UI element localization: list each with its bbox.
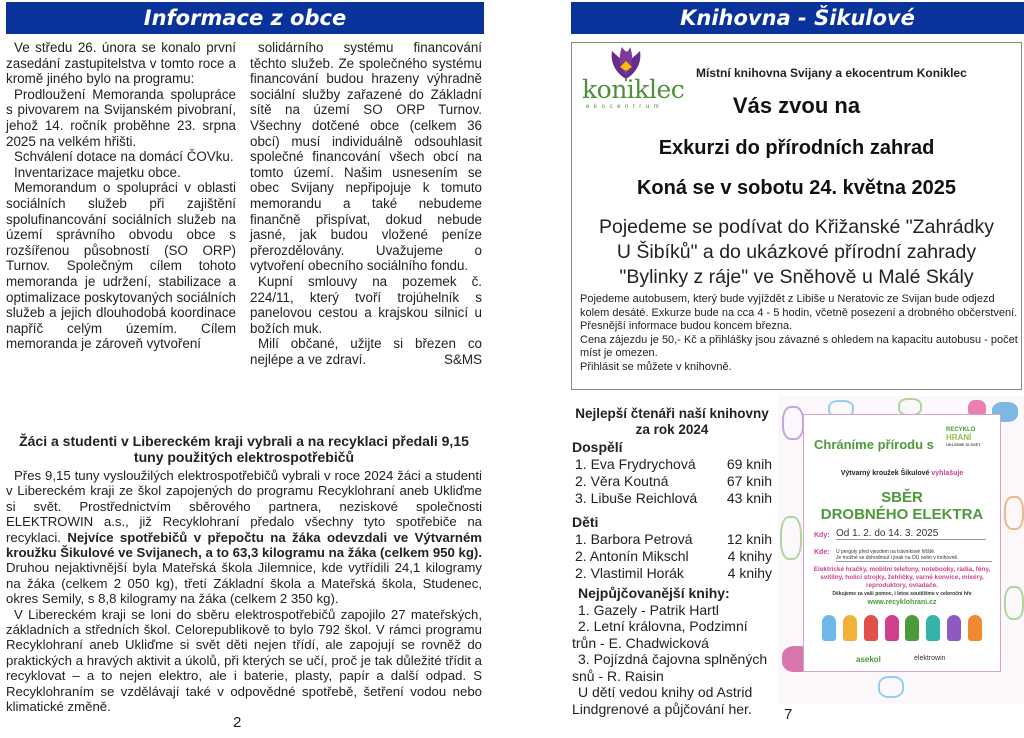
- section-banner: Informace z obce: [6, 2, 484, 34]
- event-details: [580, 293, 1018, 375]
- books-heading: Nejpůjčovanější knihy:: [578, 585, 730, 601]
- reader-row: [572, 490, 772, 507]
- child-figure-icon: [947, 615, 961, 641]
- detail-line: Přihlásit se můžete v knihovně.: [580, 360, 732, 373]
- detail-line: Přesnější informace budou koncem března.: [580, 320, 793, 333]
- paragraph: Schválení dotace na domácí ČOVku.: [14, 149, 234, 165]
- text-column-2: [250, 40, 482, 367]
- paragraph: Ve středu 26. února se konalo první zasedání zastupitelstva v tomto roce a kromě jiného bylo na programu:: [6, 40, 236, 87]
- child-figure-icon: [905, 615, 919, 641]
- announces-text: vyhlašuje: [931, 470, 964, 477]
- where-label: Kde:: [814, 549, 830, 556]
- elektrowin-logo: elektrowin: [914, 655, 946, 662]
- reader-row: [572, 531, 772, 548]
- reader-name: 2. Věra Koutná: [575, 473, 669, 489]
- paragraph: Inventarizace majetku obce.: [14, 164, 181, 180]
- doodle-icon: [780, 516, 802, 560]
- logo-text: HRANÍ: [946, 433, 972, 442]
- reader-count: 69 knih: [726, 456, 772, 472]
- accepted-items: Elektrické hračky, mobilní telefony, notebooky, rádia, fény, svítilny, holicí strojky, žehličky, varné konvice, mixéry, reproduktory, ovladače.: [813, 566, 991, 589]
- child-figure-icon: [843, 615, 857, 641]
- paragraph: Kupní smlouvy na pozemek č. 224/11, který tvoří trojúhelník s panelovou cestou a krajskou silnicí u božích muk.: [250, 273, 482, 336]
- article-title: Žáci a studenti v Libereckém kraji vybrali a na recyklaci předali 9,15 tuny použitých elektrospotřebičů: [19, 433, 469, 465]
- child-figure-icon: [864, 615, 878, 641]
- where-text: U pergoly před vjezdem na trávníkové hřiště.: [836, 549, 936, 555]
- logo-text: UKLIĎME SI SVĚT: [946, 442, 981, 447]
- text-run: Přes 9,15 tuny vysloužilých elektrospotřebičů vybrali v roce 2024 žáci a studenti v Libereckém kraji ze škol zapojených do programu Recyklohraní aneb Ukliďme si svět. Prostřednictvím sběrového partnera, neziskové společnosti ELEKTROWIN a.s., již Recyklohraní předalo všechny tyto spotřebiče na recyklaci.: [6, 468, 482, 545]
- reader-row: [572, 473, 772, 490]
- paragraph: Prodloužení Memoranda spolupráce s pivovarem na Svijanském pivobraní, jehož 14. ročník proběhne 23. srpna 2025 na velkém hřišti.: [6, 86, 236, 149]
- event-date: Koná se v sobotu 24. května 2025: [636, 177, 957, 199]
- book-item: 2. Letní královna, Podzimní trůn - E. Chadwicková: [572, 618, 748, 651]
- logo-wordmark: koniklec: [582, 75, 685, 104]
- signature: S&MS: [444, 351, 482, 367]
- reader-count: 12 knih: [726, 531, 772, 547]
- event-description: [572, 215, 1021, 290]
- book-item: 3. Pojízdná čajovna splněných snů - R. Raisin: [572, 651, 768, 684]
- detail-line: Cena zájezdu je 50,- Kč a přihlášky jsou závazné s ohledem na kapacitu autobusu - počet míst je omezen.: [580, 333, 1018, 360]
- description-line: Pojedeme se podívat do Křižanské "Zahrádky: [599, 216, 994, 238]
- reader-count: 43 knih: [726, 490, 772, 506]
- doodle-icon: [878, 676, 904, 698]
- where-note: Je možné se dohodnout i jinak na OÚ nebo v knihovně.: [836, 555, 959, 561]
- logo-subtitle: ekocentrum: [586, 104, 664, 110]
- recycling-article: [6, 433, 482, 715]
- closing-text: Milí občané, užijte si březen co nejlépe a ve zdraví.: [250, 336, 482, 367]
- reader-name: 2. Antonín Mikschl: [575, 548, 689, 564]
- page-number: 2: [233, 714, 242, 731]
- most-borrowed-books: [572, 585, 770, 717]
- page-number: 7: [784, 706, 793, 723]
- kids-label: Děti: [572, 514, 599, 530]
- reader-name: 1. Eva Frydrychová: [575, 456, 696, 472]
- doodle-icon: [1004, 496, 1024, 530]
- paragraph: solidárního systému financování těchto služeb. Ze společného systému financování budou hrazeny výhradně sociální služby zařazené do Základní sítě na území SO ORP Turnov. Všechny dotčené obce (celkem 36 obcí) musí individuálně odsouhlasit společné financování všech obcí na tomto území. Našim usnesením se obec Svijany nepřipojuje k tomuto memorandu a také nebudeme finančně přispívat, dokud nebude jasné, jak budou vložené peníze přerozdělovány. Uvažujeme o vytvoření obecního sociálního fondu.: [250, 40, 482, 274]
- description-line: "Bylinky z ráje" ve Sněhově u Malé Skály: [619, 266, 974, 288]
- asekol-logo: asekol: [856, 655, 881, 664]
- paragraph: V Libereckém kraji se loni do sběru elektrospotřebičů zapojilo 27 mateřských, základních a středních škol. Celorepublikově to bylo 792 škol. V rámci programu Recyklohraní aneb Ukliďme si svět děti nejen třídí, ale zapojují se rovněž do praktických a hravých aktivit a úkolů, při kterých se učí, proč je tak důležité třídit a recyklovat – a to nejen elektro, ale i baterie, plasty, papír a další odpad. S Recyklohraním se vzdělávají také v odpovědné spotřebě, šetření vodou nebo klimatické změně.: [6, 606, 482, 715]
- reader-row: [572, 548, 772, 565]
- readers-title: Nejlepší čtenáři naší knihovny za rok 2024: [575, 406, 769, 437]
- reader-row: [572, 565, 772, 582]
- when-value: Od 1. 2. do 14. 3. 2025: [836, 528, 986, 540]
- text-column-1: [6, 40, 236, 352]
- paragraph: [250, 336, 482, 367]
- children-illustration: [822, 615, 982, 645]
- when-label: Kdy:: [814, 532, 830, 539]
- page-2: [0, 0, 490, 738]
- poster-card: [803, 414, 1001, 672]
- child-figure-icon: [968, 615, 982, 641]
- reader-name: 1. Barbora Petrová: [575, 531, 693, 547]
- recycling-poster: [778, 396, 1024, 704]
- where-value: [836, 549, 992, 562]
- org-name: Výtvarný kroužek Šikulové: [840, 470, 930, 477]
- paragraph: Memorandum o spolupráci v oblasti sociálních služeb při zajištění spolufinancování sociálních služeb na území správního obvodu obce s rozšířenou působností (SO ORP) Turnov. Společným cílem tohoto memoranda je udržení, stabilizace a optimalizace poskytovaných sociálních služeb a jejich dlouhodobá koordinace napříč celým územím. Cílem memoranda je zároveň vytvoření: [6, 180, 236, 352]
- description-line: U Šibíků" a do ukázkové přírodní zahrady: [616, 241, 977, 263]
- best-readers: [572, 406, 772, 582]
- thanks-text: Děkujeme za vaši pomoc, i letos soutěžíme v celoroční hře: [832, 591, 972, 597]
- book-item: U dětí vedou knihy od Astrid Lindgrenové a půjčování her.: [572, 684, 753, 717]
- title-line: DROBNÉHO ELEKTRA: [820, 506, 984, 523]
- highlight-text: Nejvíce spotřebičů v přepočtu na žáka odevzdali ve Výtvarném kroužku Šikulové ve Svijanech, a to 63,3 kilogramu na žáka (celkem 950 kg).: [6, 529, 483, 561]
- reader-count: 4 knihy: [727, 548, 772, 564]
- recyklohrani-logo: [946, 427, 981, 448]
- reader-row: [572, 456, 772, 473]
- reader-name: 3. Libuše Reichlová: [575, 490, 698, 506]
- title-line: SBĚR: [881, 489, 923, 506]
- page-7: [560, 0, 1024, 738]
- child-figure-icon: [885, 615, 899, 641]
- reader-name: 2. Vlastimil Horák: [575, 565, 684, 581]
- poster-headline: Chráníme přírodu s: [814, 437, 934, 452]
- text-run: Druhou nejaktivnější byla Mateřská škola Jilemnice, kde vytřídili 24,1 kilogramy na žáka (celkem 2 050 kg), třetí Základní škola a Mateřská škola, Studenec, okres Semily, s 8,8 kilogramy na žáka (celkem 2 350 kg).: [6, 560, 482, 607]
- poster-organizer: [804, 470, 1000, 477]
- book-item: 1. Gazely - Patrik Hartl: [578, 601, 719, 618]
- child-figure-icon: [926, 615, 940, 641]
- article-body: [6, 468, 482, 715]
- invite-heading: Vás zvou na: [732, 93, 861, 118]
- paragraph: [6, 468, 482, 607]
- logo-text: RECYKLO: [946, 427, 976, 433]
- doodle-icon: [1004, 586, 1024, 620]
- child-figure-icon: [822, 615, 836, 641]
- website-link[interactable]: www.recyklohrani.cz: [867, 599, 937, 606]
- reader-count: 4 knihy: [727, 565, 772, 581]
- section-banner: Knihovna - Šikulové: [571, 2, 1024, 34]
- organizer: Místní knihovna Svijany a ekocentrum Koniklec: [696, 66, 967, 80]
- poster-title: [804, 489, 1000, 523]
- adults-label: Dospělí: [572, 439, 623, 455]
- doodle-icon: [782, 406, 804, 440]
- reader-count: 67 knih: [726, 473, 772, 489]
- invitation-box: [571, 42, 1022, 390]
- detail-line: Pojedeme autobusem, který bude vyjíždět z Libiše u Neratovic ze Svijan bude odjezd kolem desáté. Exkurze bude na cca 4 - 5 hodin, včetně posezení a drobného občerstvení.: [580, 293, 1018, 319]
- event-title: Exkurzi do přírodních zahrad: [658, 137, 935, 159]
